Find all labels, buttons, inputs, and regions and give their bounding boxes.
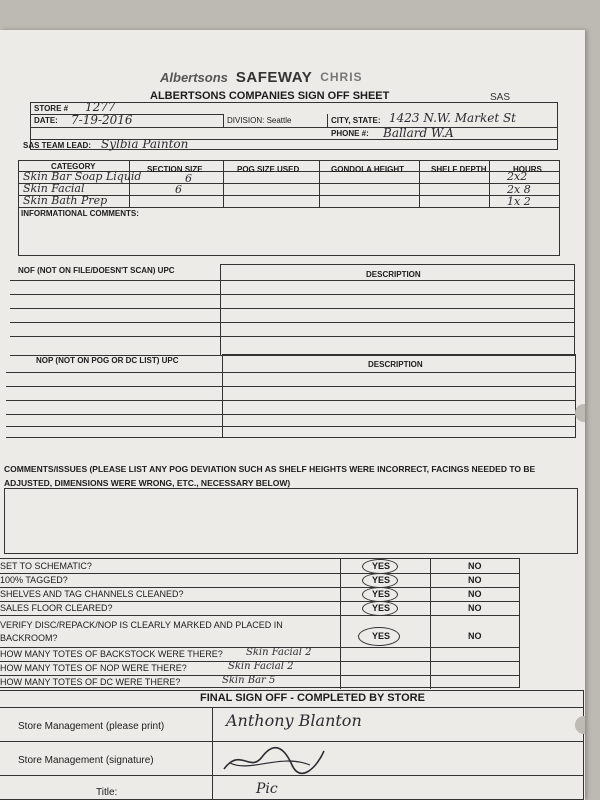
a4-yes: YES xyxy=(372,603,391,613)
yes-circle-3 xyxy=(362,587,398,602)
brand-logos xyxy=(160,66,430,88)
header-table xyxy=(23,100,558,151)
sas-logo: SAS xyxy=(490,92,511,103)
yes-circle-2 xyxy=(362,573,398,588)
row1-section: 6 xyxy=(185,172,192,185)
col-pog-size: POG SIZE USED xyxy=(237,165,300,174)
q-sales-floor: SALES FLOOR CLEARED? xyxy=(0,603,113,613)
city-value: 1423 N.W. Market St xyxy=(389,111,516,125)
col-section-size: SECTION SIZE xyxy=(147,165,203,174)
comments-label: COMMENTS/ISSUES (PLEASE LIST ANY POG DEVIATION SUCH AS SHELF HEIGHTS WERE INCORRECT, FACINGS NEEDED TO BE ADJUSTED, DIMENSIONS WERE WRONG, ETC., NECESSARY BELOW) xyxy=(4,464,536,488)
yes-circle-4 xyxy=(362,601,398,616)
store-management-print-label: Store Management (please print) xyxy=(18,721,165,732)
q-totes-backstock: HOW MANY TOTES OF BACKSTOCK WERE THERE? xyxy=(0,649,223,659)
date-value: 7-19-2016 xyxy=(71,113,133,127)
store-management-print-value: Anthony Blanton xyxy=(226,711,362,730)
a1-yes: YES xyxy=(372,561,391,571)
checklist-table xyxy=(0,558,520,688)
albertsons-logo: Albertsons xyxy=(160,69,228,85)
division-label: DIVISION: Seattle xyxy=(227,116,292,125)
a1-no: NO xyxy=(468,561,482,571)
yes-circle-1 xyxy=(362,559,398,574)
final-sign-off-title: FINAL SIGN OFF - COMPLETED BY STORE xyxy=(200,692,425,704)
col-category: CATEGORY xyxy=(51,162,96,171)
third-brand-logo: CHRIS xyxy=(320,70,363,84)
title-label: Title: xyxy=(96,787,118,798)
row3-category: Skin Bath Prep xyxy=(23,194,108,207)
yes-circle-5 xyxy=(358,627,400,646)
store-management-signature-label: Store Management (signature) xyxy=(18,755,154,766)
row3-hours: 1x 2 xyxy=(507,195,531,208)
q-totes-dc: HOW MANY TOTES OF DC WERE THERE? xyxy=(0,677,181,687)
q-shelves-cleaned: SHELVES AND TAG CHANNELS CLEANED? xyxy=(0,589,184,599)
nop-description-label: DESCRIPTION xyxy=(368,360,423,369)
nof-label: NOF (NOT ON FILE/DOESN'T SCAN) UPC xyxy=(18,266,175,275)
a3-no: NO xyxy=(468,589,482,599)
a2-no: NO xyxy=(468,575,482,585)
q-verify-disc: VERIFY DISC/REPACK/NOP IS CLEARLY MARKED AND PLACED IN BACKROOM? xyxy=(0,620,283,643)
sheet-title: ALBERTSONS COMPANIES SIGN OFF SHEET xyxy=(150,90,390,102)
sign-off-sheet xyxy=(0,30,585,800)
nop-table xyxy=(6,354,576,438)
row2-section: 6 xyxy=(175,183,182,196)
store-value: 1277 xyxy=(85,100,116,114)
row1-category: Skin Bar Soap Liquid xyxy=(23,170,142,183)
row1-hours: 2x2 xyxy=(507,170,528,183)
date-label: DATE: xyxy=(34,116,58,125)
store-label: STORE # xyxy=(34,104,69,113)
q-totes-nop: HOW MANY TOTES OF NOP WERE THERE? xyxy=(0,663,187,673)
pog-table xyxy=(18,160,560,256)
city-label: CITY, STATE: xyxy=(331,116,381,125)
signature-scribble xyxy=(220,743,330,775)
a5-no: NO xyxy=(468,631,482,641)
row2-hours: 2x 8 xyxy=(507,183,531,196)
nof-table xyxy=(10,264,575,356)
safeway-logo: SAFEWAY xyxy=(235,68,313,86)
row2-category: Skin Facial xyxy=(23,182,85,195)
q-tagged: 100% TAGGED? xyxy=(0,575,68,585)
a-totes-dc: Skin Bar 5 xyxy=(222,675,276,686)
a4-no: NO xyxy=(468,603,482,613)
lead-label: SAS TEAM LEAD: xyxy=(23,141,91,150)
a2-yes: YES xyxy=(372,575,391,585)
punch-hole xyxy=(575,404,585,422)
col-hours: HOURS xyxy=(513,165,542,174)
a3-yes: YES xyxy=(372,589,391,599)
q-set-to-schematic: SET TO SCHEMATIC? xyxy=(0,561,92,571)
nop-label: NOP (NOT ON POG OR DC LIST) UPC xyxy=(36,356,179,365)
a-totes-backstock: Skin Facial 2 xyxy=(246,647,312,658)
phone-label: PHONE #: xyxy=(331,129,369,138)
informational-comments-label: INFORMATIONAL COMMENTS: xyxy=(21,209,139,218)
final-sign-off-table xyxy=(0,690,584,800)
title-value: Pic xyxy=(256,781,278,797)
col-gondola-height: GONDOLA HEIGHT xyxy=(331,165,405,174)
phone-value: Ballard W.A xyxy=(383,126,454,140)
lead-value: Sylbia Painton xyxy=(101,137,189,151)
comments-box xyxy=(4,488,578,554)
a5-yes: YES xyxy=(372,631,391,641)
col-shelf-depth: SHELF DEPTH xyxy=(431,165,487,174)
a-totes-nop: Skin Facial 2 xyxy=(228,661,294,672)
nof-description-label: DESCRIPTION xyxy=(366,270,421,279)
